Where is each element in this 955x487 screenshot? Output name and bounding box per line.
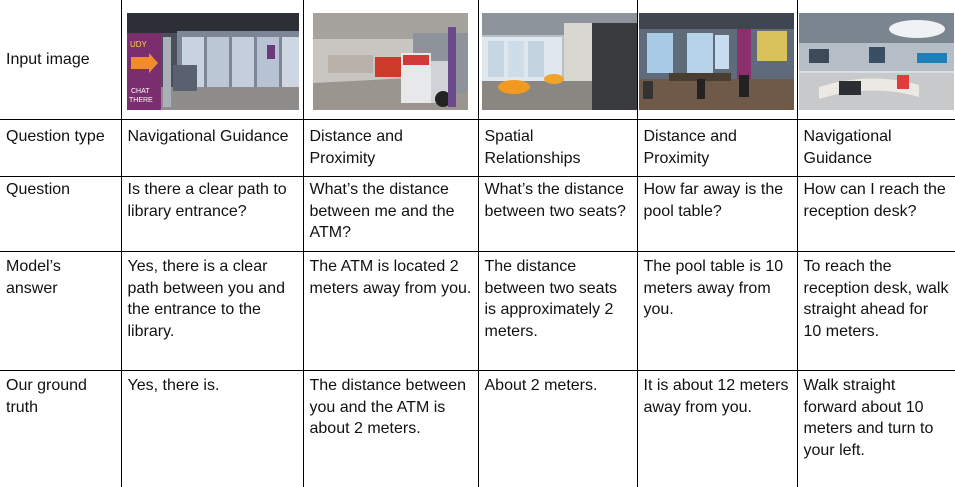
question-row: [0, 177, 955, 252]
model-answer-cell: The ATM is located 2 meters away from you.: [303, 252, 478, 371]
question-type-cell: Navigational Guidance: [797, 120, 955, 177]
sign-text-1: UDY: [129, 40, 147, 49]
row-label-question-type: Question type: [0, 120, 121, 177]
image-cell-1: [121, 0, 303, 120]
row-label-input-image: Input image: [0, 0, 121, 120]
model-answer-row: [0, 252, 955, 371]
question-type-cell: Distance and Proximity: [303, 120, 478, 177]
photo-pool-table-room: [639, 13, 794, 110]
photo-library-entrance: [127, 13, 299, 110]
image-cell-5: [797, 0, 955, 120]
ground-truth-row: [0, 371, 955, 487]
image-cell-4: [637, 0, 797, 120]
sign-text-3: THERE: [128, 97, 153, 104]
question-type-row: [0, 120, 955, 177]
row-label-model-answer: Model’s answer: [0, 252, 121, 371]
input-image-row: [0, 0, 955, 120]
sign-text-2: CHAT: [130, 88, 150, 95]
question-cell: How far away is the pool table?: [637, 177, 797, 252]
model-answer-cell: The distance between two seats is approximately 2 meters.: [478, 252, 637, 371]
ground-truth-cell: Yes, there is.: [121, 371, 303, 487]
question-cell: What’s the distance between two seats?: [478, 177, 637, 252]
row-label-ground-truth: Our ground truth: [0, 371, 121, 487]
question-cell: How can I reach the reception desk?: [797, 177, 955, 252]
question-type-cell: Distance and Proximity: [637, 120, 797, 177]
question-type-cell: Spatial Relationships: [478, 120, 637, 177]
ground-truth-cell: It is about 12 meters away from you.: [637, 371, 797, 487]
ground-truth-cell: The distance between you and the ATM is about 2 meters.: [303, 371, 478, 487]
model-answer-cell: Yes, there is a clear path between you and the entrance to the library.: [121, 252, 303, 371]
ground-truth-cell: About 2 meters.: [478, 371, 637, 487]
image-cell-2: [303, 0, 478, 120]
photo-reception-hall: [799, 13, 954, 110]
question-type-cell: Navigational Guidance: [121, 120, 303, 177]
ground-truth-cell: Walk straight forward about 10 meters and turn to your left.: [797, 371, 955, 487]
image-cell-3: [478, 0, 637, 120]
model-answer-cell: To reach the reception desk, walk straight ahead for 10 meters.: [797, 252, 955, 371]
photo-lounge-seats: [482, 13, 637, 110]
row-label-question: Question: [0, 177, 121, 252]
question-cell: What’s the distance between me and the ATM?: [303, 177, 478, 252]
photo-hallway-atm: [313, 13, 468, 110]
question-cell: Is there a clear path to library entrance?: [121, 177, 303, 252]
model-answer-cell: The pool table is 10 meters away from you.: [637, 252, 797, 371]
